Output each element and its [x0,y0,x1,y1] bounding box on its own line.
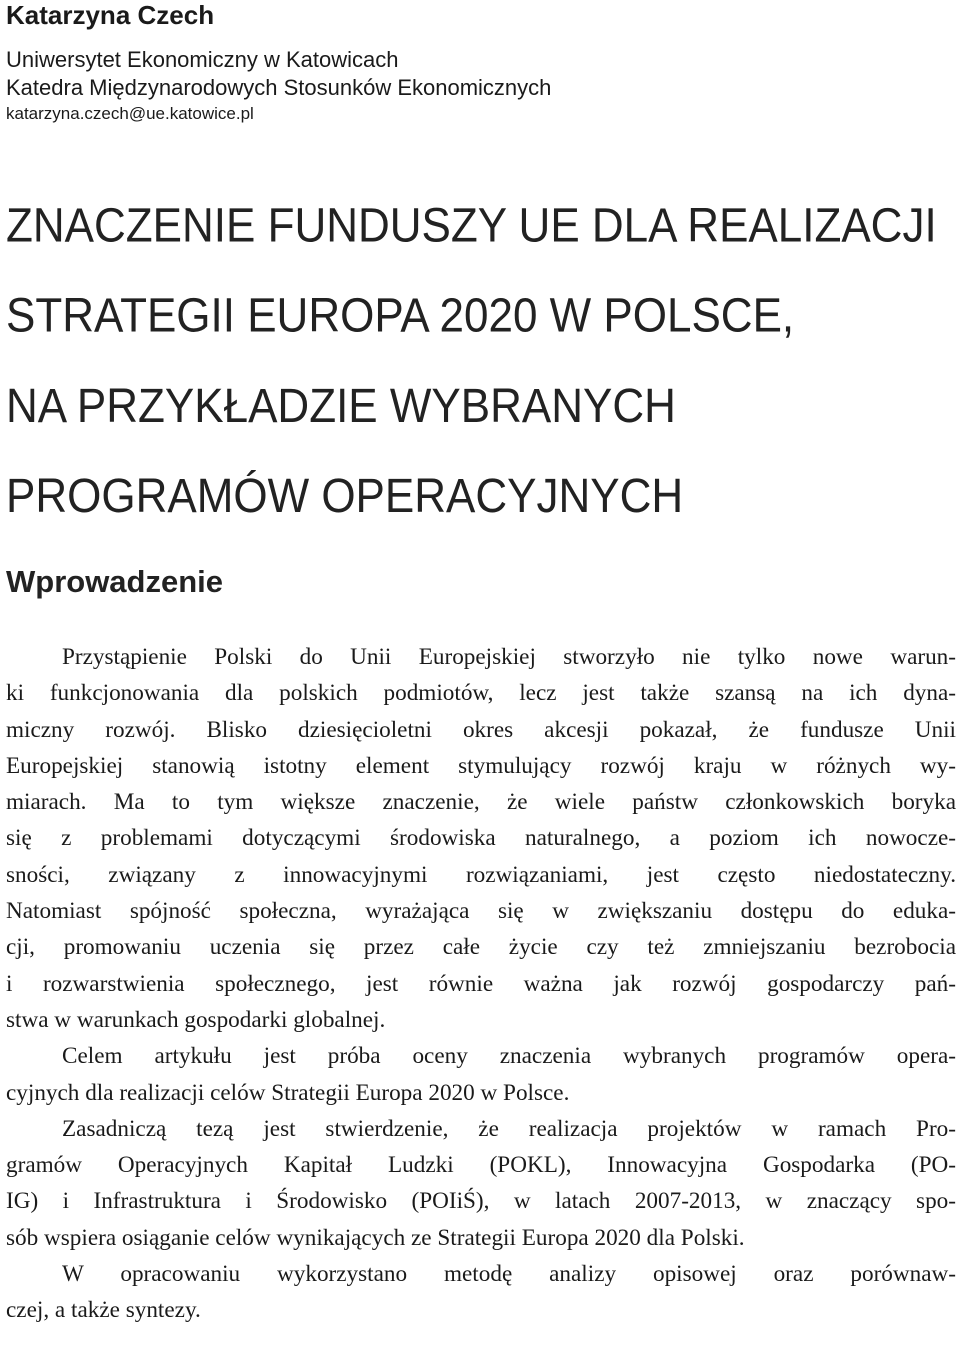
title-line: PROGRAMÓW OPERACYJNYCH [6,469,684,524]
title-line: NA PRZYKŁADZIE WYBRANYCH [6,379,676,433]
body-line: miarach. Ma to tym większe znaczenie, że wiele państw członkowskich boryka [6,789,956,816]
title-line: ZNACZENIE FUNDUSZY UE DLA REALIZACJI [6,198,937,253]
body-line: Zasadniczą tezą jest stwierdzenie, że realizacja projektów w ramach Pro- [62,1115,956,1142]
body-line: ki funkcjonowania dla polskich podmiotów, lecz jest także szansą na ich dyna- [6,680,956,707]
author-block [6,0,946,125]
body-line: gramów Operacyjnych Kapitał Ludzki (POKL), Innowacyjna Gospodarka (PO- [6,1152,956,1179]
author-department: Katedra Międzynarodowych Stosunków Ekonomicznych [6,75,552,100]
body-line: czej, a także syntezy. [6,1297,201,1324]
body-text [6,639,956,1329]
body-line: i rozwarstwienia społecznego, jest równie ważna jak rozwój gospodarczy pań- [6,970,956,997]
body-line: Przystąpienie Polski do Unii Europejskiej stworzyło nie tylko nowe warun- [62,644,956,670]
author-university: Uniwersytet Ekonomiczny w Katowicach [6,47,399,72]
title-line: STRATEGII EUROPA 2020 W POLSCE, [6,288,795,343]
body-line: Natomiast spójność społeczna, wyrażająca się w zwiększaniu dostępu do eduka- [6,898,956,925]
body-line: się z problemami dotyczącymi środowiska naturalnego, a poziom ich nowocze- [6,825,956,852]
author-name: Katarzyna Czech [6,0,215,30]
body-line: Celem artykułu jest próba oceny znaczenia wybranych programów opera- [62,1043,956,1070]
body-line: stwa w warunkach gospodarki globalnej. [6,1006,386,1033]
author-email: katarzyna.czech@ue.katowice.pl [6,104,254,123]
paper-title [6,181,956,542]
body-line: W opracowaniu wykorzystano metodę analizy opisowej oraz porównaw- [62,1261,956,1288]
body-line: miczny rozwój. Blisko dziesięcioletni okres akcesji pokazał, że fundusze Unii [6,716,956,743]
body-line: cyjnych dla realizacji celów Strategii Europa 2020 w Polsce. [6,1079,570,1106]
body-line: cji, promowaniu uczenia się przez całe życie czy też zmniejszaniu bezrobocia [6,934,956,961]
section-heading: Wprowadzenie [6,564,224,599]
body-line: sób wspiera osiąganie celów wynikających ze Strategii Europa 2020 dla Polski. [6,1224,745,1251]
body-line: IG) i Infrastruktura i Środowisko (POIiŚ), w latach 2007-2013, w znaczący spo- [6,1188,956,1215]
body-line: sności, związany z innowacyjnymi rozwiązaniami, jest często niedostateczny. [6,861,956,888]
body-line: Europejskiej stanowią istotny element stymulujący rozwój kraju w różnych wy- [6,752,956,779]
